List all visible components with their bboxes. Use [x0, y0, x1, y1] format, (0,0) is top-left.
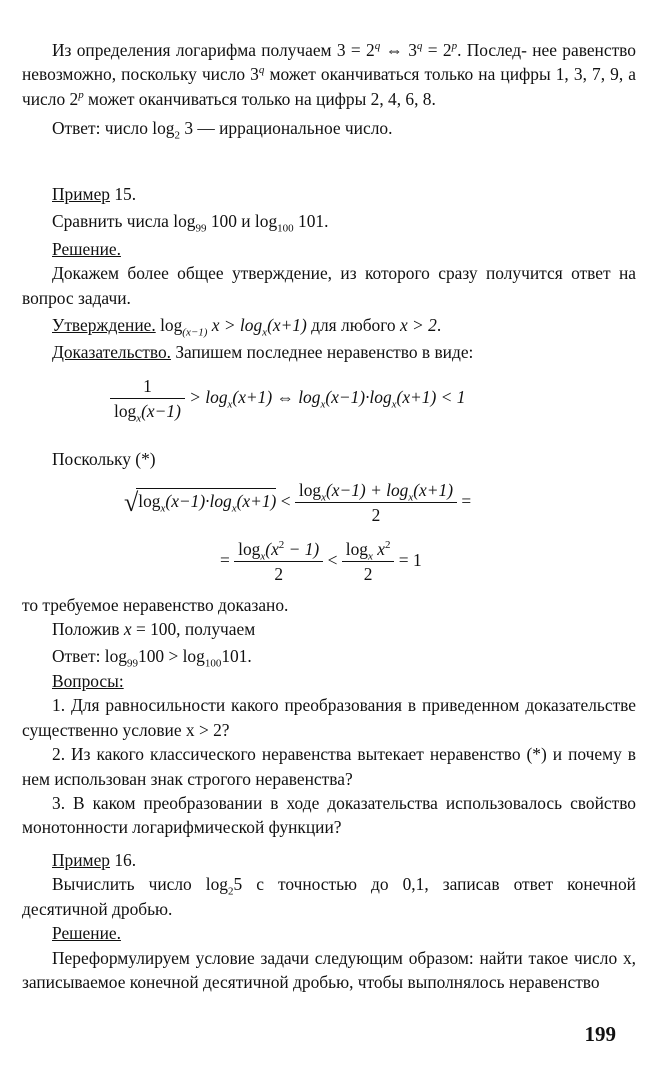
text: Запишем последнее неравенство в виде: [170, 342, 474, 363]
math-part: ⇔ 3 [385, 40, 417, 60]
example-number: 15. [109, 184, 137, 204]
math-part: (x+1) ⇔ log [232, 386, 321, 407]
sub: x [231, 502, 237, 515]
task-line [22, 209, 636, 233]
task-text [22, 872, 636, 921]
numerator: 1 [143, 376, 152, 396]
since-line [22, 447, 636, 471]
proof-label: Доказательство. [52, 342, 171, 363]
fraction [342, 537, 395, 587]
questions-heading [22, 669, 636, 693]
numerator [295, 478, 457, 502]
text: . [436, 315, 442, 336]
math-part: log [138, 490, 161, 511]
sup: q [258, 64, 265, 77]
text: Ответ: число [52, 118, 153, 139]
text-line [22, 38, 636, 111]
math-part: (x−1) [141, 401, 181, 422]
page-header-noise [62, 8, 632, 28]
text: Из определения логарифма получаем [52, 40, 332, 60]
math-part: − 1) [284, 539, 320, 559]
math-part: = 1 [394, 549, 422, 570]
since-text: Поскольку (*) [52, 449, 156, 469]
question-2: 2. Из какого классического неравенства вытекает неравенство (*) и почему в нем использован знак строгого неравенства? [22, 744, 636, 789]
math-part: 100 > log [138, 645, 205, 666]
sub: 2 [174, 129, 180, 142]
sub: 100 [277, 222, 294, 235]
text: = 100, получаем [131, 619, 256, 640]
denominator [110, 398, 185, 423]
sub: 99 [127, 657, 139, 670]
intro-paragraph [22, 38, 636, 141]
questions-label: Вопросы: [52, 671, 124, 691]
math-part: x > 2 [399, 315, 437, 336]
text: нее равенство невозможно, поскольку число 3 [22, 40, 636, 85]
text: только на цифры 1, 3, 7, 9, а число 2 [22, 64, 636, 109]
text: . Послед- [457, 40, 527, 60]
math-part: (x−1)·log [165, 490, 232, 511]
example-label: Пример [52, 850, 110, 870]
math-part: = [220, 549, 235, 570]
sub: x [136, 412, 142, 425]
formula-2 [124, 478, 471, 528]
sub: 100 [204, 657, 222, 670]
math-part: (x+1) [267, 315, 307, 336]
math-part: (x+1) [236, 490, 277, 511]
question-3: 3. В каком преобразовании в ходе доказательства использовалось свойство монотонности логарифмической функции? [22, 793, 636, 838]
sqrt-sign: √ [124, 487, 139, 517]
proved-line: то требуемое неравенство доказано. [22, 595, 289, 615]
sub: x [408, 491, 414, 504]
math-part: (x [265, 539, 279, 559]
formula-1 [110, 374, 465, 424]
text: может оканчиваться только на [83, 88, 312, 109]
sup: q [416, 40, 423, 53]
math-part: log [238, 539, 261, 559]
text: цифры 2, 4, 6, 8. [316, 88, 436, 109]
solution-text: Переформулируем условие задачи следующим образом: найти такое число x, записываемое конечной десятичной дробью, чтобы выполнялось неравенство [22, 947, 636, 993]
sub: x [262, 326, 268, 339]
math-part: 100 [206, 211, 237, 232]
sup: 2 [278, 539, 285, 552]
solution-label: Решение. [52, 238, 121, 259]
page-number: 199 [584, 1022, 616, 1046]
text: . [324, 211, 329, 232]
denominator: 2 [295, 502, 457, 527]
sup: p [78, 89, 84, 102]
sub: x [320, 398, 326, 411]
sub: x [160, 502, 166, 515]
text: и [236, 211, 255, 232]
math-part: log [345, 539, 368, 559]
math-part: x [372, 539, 385, 559]
text: может оканчиваться [264, 64, 420, 85]
example-16 [22, 848, 636, 994]
claim-line [22, 313, 636, 337]
math-part: 101. [221, 645, 252, 666]
sub: 99 [195, 222, 207, 235]
math-part: > log [184, 386, 228, 407]
math-part: = 2 [427, 40, 452, 60]
math-part: 3 = 2 [336, 40, 375, 60]
math-part: (x+1) < 1 [396, 386, 466, 407]
math-part: log [298, 480, 322, 500]
proof-line [22, 340, 636, 364]
book-page [22, 0, 636, 1075]
math-part: log [254, 211, 278, 232]
numerator [342, 537, 395, 561]
solution-text: Докажем более общее утверждение, из которого сразу получится ответ на вопрос задачи. [22, 263, 636, 308]
sub: x [260, 550, 266, 563]
sub: x [321, 491, 326, 504]
answer-line [22, 116, 636, 140]
math-part: log [114, 401, 137, 422]
math-part: log [173, 211, 196, 232]
sup: 2 [384, 539, 391, 552]
math-part: x > log [207, 315, 263, 336]
sub: x [391, 398, 397, 411]
denominator: 2 [342, 561, 395, 586]
text: для любого [306, 315, 400, 336]
text: 5 с точностью до 0,1, записав ответ конечной десятичной дробью. [22, 874, 636, 919]
answer-line [22, 644, 636, 668]
sub: 2 [228, 885, 234, 898]
sqrt-body [136, 488, 276, 513]
numerator [234, 537, 323, 561]
fraction [110, 374, 185, 424]
math-part: x [123, 619, 132, 640]
formula-3 [220, 537, 422, 587]
text: Вычислить число log [52, 874, 228, 895]
math-part: log [160, 315, 183, 336]
fraction [295, 478, 457, 528]
math-part: (x+1) [413, 480, 453, 500]
solution-heading [22, 237, 636, 261]
text: 3 — иррациональное число. [180, 118, 393, 139]
questions [22, 669, 636, 840]
put-line [22, 617, 636, 641]
sup: q [374, 40, 381, 53]
sub: x [367, 550, 373, 563]
text: Положив [52, 619, 124, 640]
example-label: Пример [52, 184, 110, 204]
solution-heading [22, 921, 636, 945]
fraction [234, 537, 323, 587]
math [337, 40, 457, 60]
math-part: log [104, 645, 128, 666]
sub: (x−1) [182, 326, 208, 339]
math-part: < [323, 549, 342, 570]
math-part: (x−1) + log [325, 480, 409, 500]
math-part: log [152, 118, 175, 139]
text: Ответ: [52, 645, 105, 666]
sub: x [227, 398, 233, 411]
question-1: 1. Для равносильности какого преобразования в приведенном доказательстве существенно условие x > 2? [22, 695, 636, 740]
sup: p [451, 40, 458, 53]
text: Сравнить числа [52, 211, 174, 232]
math-part: < [276, 490, 295, 511]
math-part: = [457, 490, 472, 511]
solution-label: Решение. [52, 923, 121, 944]
example-heading [22, 848, 636, 872]
claim-label: Утверждение. [52, 315, 156, 336]
example-15 [22, 182, 636, 365]
math-part: 101 [293, 211, 325, 232]
conclusion [22, 593, 636, 668]
example-number: 16. [109, 850, 137, 870]
math-part: (x−1)·log [325, 386, 392, 407]
example-heading [22, 182, 636, 206]
denominator: 2 [234, 561, 323, 586]
